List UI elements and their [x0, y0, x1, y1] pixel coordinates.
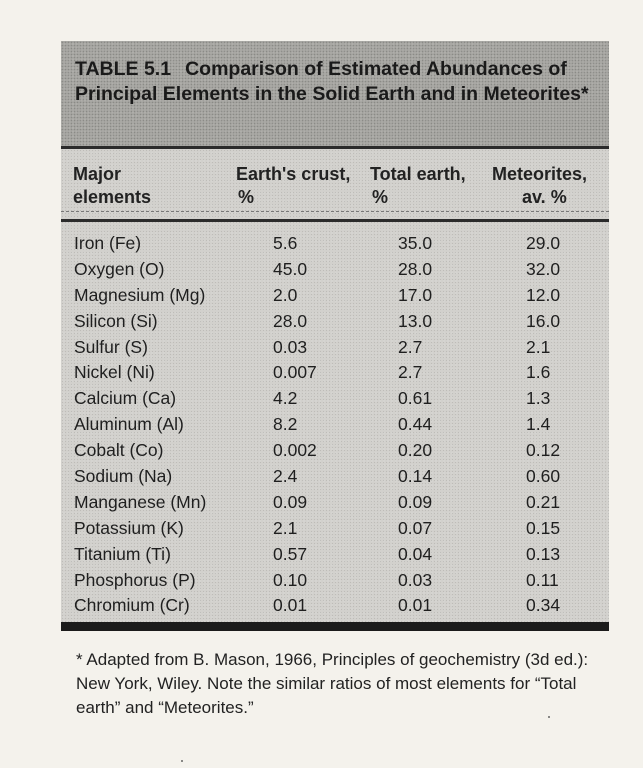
header-dotted-rule: [61, 211, 609, 212]
earth-crust-value-cell: 2.4: [273, 466, 298, 487]
earth-crust-value-cell: 0.002: [273, 440, 317, 461]
meteorites-value-cell: 0.11: [526, 569, 559, 590]
table-row: [61, 386, 609, 412]
meteorites-value-cell: 29.0: [526, 233, 561, 253]
element-name-cell: Nickel (Ni): [74, 362, 155, 383]
column-header-earth-crust: Earth's crust, %: [236, 164, 351, 207]
total-earth-value-cell: 0.44: [398, 414, 433, 435]
element-name-cell: Cobalt (Co): [74, 440, 164, 461]
element-name-cell: Manganese (Mn): [74, 491, 207, 512]
table-row: [61, 464, 609, 490]
meteorites-value-cell: 0.34: [526, 595, 561, 616]
element-name-cell: Titanium (Ti): [74, 543, 171, 564]
table-row: [61, 568, 609, 594]
total-earth-value-cell: 13.0: [398, 310, 433, 331]
abundance-table: [61, 41, 609, 631]
element-name-cell: Silicon (Si): [74, 310, 158, 331]
meteorites-value-cell: 32.0: [526, 258, 561, 279]
table-row: [61, 360, 609, 386]
column-header-element: Major elements: [73, 164, 152, 207]
table-row: [61, 490, 609, 516]
element-name-cell: Oxygen (O): [74, 258, 165, 279]
earth-crust-value-cell: 2.0: [273, 284, 298, 305]
earth-crust-value-cell: 0.01: [273, 595, 308, 616]
column-header-total-earth: Total earth, %: [370, 164, 466, 207]
table-number: TABLE 5.1: [75, 58, 172, 80]
total-earth-value-cell: 0.14: [398, 466, 433, 487]
meteorites-value-cell: 1.4: [526, 414, 551, 435]
meteorites-value-cell: 0.60: [526, 466, 561, 487]
element-name-cell: Sulfur (S): [74, 336, 148, 357]
earth-crust-value-cell: 0.57: [273, 543, 308, 564]
meteorites-value-cell: 1.6: [526, 362, 551, 383]
earth-crust-value-cell: 0.007: [273, 362, 317, 383]
table-row: [61, 438, 609, 464]
element-name-cell: Potassium (K): [74, 517, 184, 538]
meteorites-value-cell: 0.15: [526, 517, 561, 538]
element-name-cell: Aluminum (Al): [74, 414, 184, 435]
table-bottom-rule: [61, 622, 609, 631]
table-row: [61, 231, 609, 257]
element-name-cell: Chromium (Cr): [74, 595, 190, 616]
earth-crust-value-cell: 0.03: [273, 336, 308, 357]
table-row: [61, 283, 609, 309]
table-caption-band: [61, 41, 609, 146]
paper-speck: [548, 716, 550, 718]
table-title: Comparison of Estimated Abundances of Principal Elements in the Solid Earth and in Meteorites*: [75, 58, 589, 105]
total-earth-value-cell: 0.20: [398, 440, 433, 461]
element-name-cell: Magnesium (Mg): [74, 284, 206, 305]
table-footnote: * Adapted from B. Mason, 1966, Principles of geochemistry (3d ed.): New York, Wiley. Note the similar ratios of most elements for “Total earth” and “Meteorites.”: [76, 650, 589, 717]
meteorites-value-cell: 0.13: [526, 543, 561, 564]
element-name-cell: Sodium (Na): [74, 466, 173, 487]
meteorites-value-cell: 0.12: [526, 440, 561, 461]
meteorites-value-cell: 16.0: [526, 310, 561, 331]
meteorites-value-cell: 2.1: [526, 336, 551, 357]
paper-speck: [181, 760, 183, 762]
earth-crust-value-cell: 5.6: [273, 233, 298, 253]
earth-crust-value-cell: 8.2: [273, 414, 298, 435]
table-row: [61, 593, 609, 619]
total-earth-value-cell: 0.09: [398, 491, 433, 512]
total-earth-value-cell: 0.04: [398, 543, 433, 564]
table-row: [61, 542, 609, 568]
table-row: [61, 257, 609, 283]
meteorites-value-cell: 12.0: [526, 284, 561, 305]
earth-crust-value-cell: 0.09: [273, 491, 308, 512]
total-earth-value-cell: 2.7: [398, 362, 423, 383]
meteorites-value-cell: 1.3: [526, 388, 551, 409]
earth-crust-value-cell: 28.0: [273, 310, 308, 331]
column-header-meteorites: Meteorites, av. %: [492, 164, 588, 207]
total-earth-value-cell: 0.61: [398, 388, 433, 409]
table-body: [61, 231, 609, 619]
table-row: [61, 309, 609, 335]
header-rule: [61, 219, 609, 222]
element-name-cell: Calcium (Ca): [74, 388, 177, 409]
earth-crust-value-cell: 0.10: [273, 569, 308, 590]
total-earth-value-cell: 0.01: [398, 595, 433, 616]
element-name-cell: Iron (Fe): [74, 233, 142, 253]
table-caption: [75, 57, 603, 107]
total-earth-value-cell: 28.0: [398, 258, 433, 279]
table-row: [61, 516, 609, 542]
earth-crust-value-cell: 2.1: [273, 517, 298, 538]
total-earth-value-cell: 35.0: [398, 233, 433, 253]
total-earth-value-cell: 0.03: [398, 569, 433, 590]
earth-crust-value-cell: 45.0: [273, 258, 308, 279]
total-earth-value-cell: 17.0: [398, 284, 433, 305]
earth-crust-value-cell: 4.2: [273, 388, 298, 409]
element-name-cell: Phosphorus (P): [74, 569, 196, 590]
total-earth-value-cell: 0.07: [398, 517, 433, 538]
table-row: [61, 335, 609, 361]
total-earth-value-cell: 2.7: [398, 336, 423, 357]
table-row: [61, 412, 609, 438]
meteorites-value-cell: 0.21: [526, 491, 561, 512]
